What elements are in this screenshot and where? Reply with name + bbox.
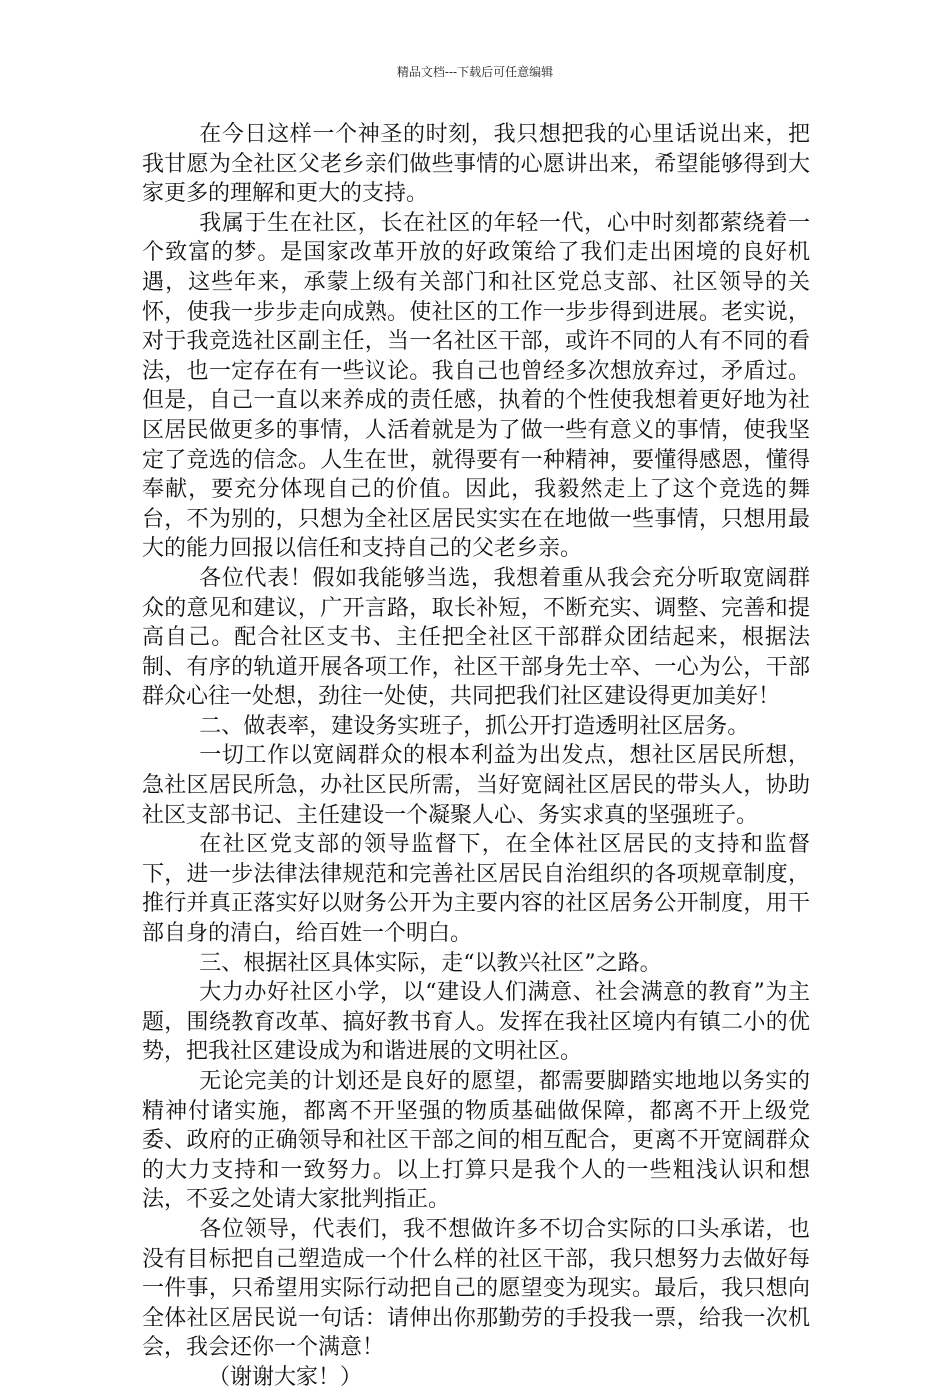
paragraph: 我属于生在社区，长在社区的年轻一代，心中时刻都萦绕着一个致富的梦。是国家改革开放的好政策给了我们走出困境的良好机遇，这些年来，承蒙上级有关部门和社区党总支部、社区领导的关怀，使我一步步走向成熟。使社区的工作一步步得到进展。老实说，对于我竞选社区副主任，当一名社区干部，或许不同的人有不同的看法，也一定存在有一些议论。我自己也曾经多次想放弃过，矛盾过。但是，自己一直以来养成的责任感，执着的个性使我想着更好地为社区居民做更多的事情，人活着就是为了做一些有意义的事情，使我坚定了竞选的信念。人生在世，就得要有一种精神，要懂得感恩，懂得奉献，要充分体现自己的价值。因此，我毅然走上了这个竞选的舞台，不为别的，只想为全社区居民实实在在地做一些事情，只想用最大的能力回报以信任和支持自己的父老乡亲。 xyxy=(142,210,810,562)
closing-line: （谢谢大家！） xyxy=(208,1364,363,1390)
paragraph: 各位领导，代表们，我不想做许多不切合实际的口头承诺，也没有目标把自己塑造成一个什么样的社区干部，我只想努力去做好每一件事，只希望用实际行动把自己的愿望变为现实。最后，我只想向全体社区居民说一句话：请伸出你那勤劳的手投我一票，给我一次机会，我会还你一个满意！ xyxy=(142,1216,810,1361)
paragraph: 大力办好社区小学，以“建设人们满意、社会满意的教育”为主题，围绕教育改革、搞好教书育人。发挥在我社区境内有镇二小的优势，把我社区建设成为和谐进展的文明社区。 xyxy=(142,980,810,1065)
paragraph: 无论完美的计划还是良好的愿望，都需要脚踏实地地以务实的精神付诸实施，都离不开坚强的物质基础做保障，都离不开上级党委、政府的正确领导和社区干部之间的相互配合，更离不开宽阔群众的大力支持和一致努力。以上打算只是我个人的一些粗浅认识和想法，不妥之处请大家批判指正。 xyxy=(142,1069,810,1213)
document-body xyxy=(142,120,810,1393)
page-header: 精品文档---下载后可任意编辑 xyxy=(396,65,554,79)
section-heading: 三、根据社区具体实际，走“以教兴社区”之路。 xyxy=(199,950,662,976)
paragraph: 在今日这样一个神圣的时刻，我只想把我的心里话说出来，把我甘愿为全社区父老乡亲们做些事情的心愿讲出来，希望能够得到大家更多的理解和更大的支持。 xyxy=(142,122,810,207)
paragraph: 在社区党支部的领导监督下，在全体社区居民的支持和监督下，进一步法律法律规范和完善社区居民自治组织的各项规章制度，推行并真正落实好以财务公开为主要内容的社区居务公开制度，用干部自身的清白，给百姓一个明白。 xyxy=(142,832,810,947)
section-heading: 二、做表率，建设务实班子，抓公开打造透明社区居务。 xyxy=(199,713,750,739)
paragraph: 各位代表！假如我能够当选，我想着重从我会充分听取宽阔群众的意见和建议，广开言路，取长补短，不断充实、调整、完善和提高自己。配合社区支书、主任把全社区干部群众团结起来，根据法制、有序的轨道开展各项工作，社区干部身先士卒、一心为公，干部群众心往一处想，劲往一处使，共同把我们社区建设得更加美好！ xyxy=(142,565,810,710)
paragraph: 一切工作以宽阔群众的根本利益为出发点，想社区居民所想，急社区居民所急，办社区民所需，当好宽阔社区居民的带头人，协助社区支部书记、主任建设一个凝聚人心、务实求真的坚强班子。 xyxy=(142,743,810,828)
